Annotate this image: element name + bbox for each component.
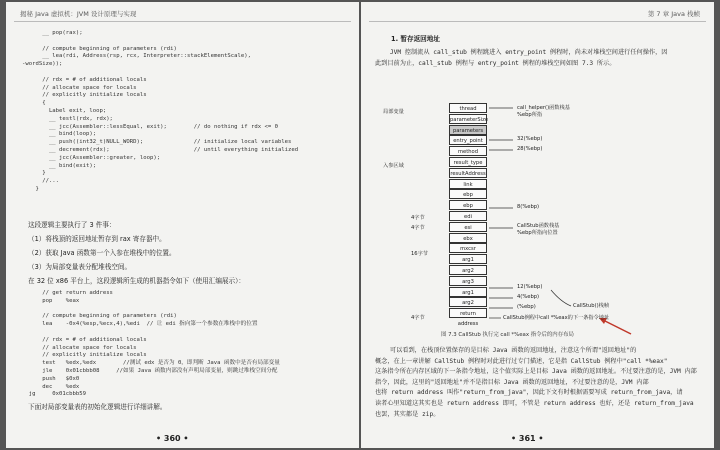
label-4bytes-3: 4字节	[411, 315, 425, 321]
label-12ebp: 12(%ebp)	[517, 284, 543, 290]
label-16bytes: 16字节	[411, 251, 428, 257]
label-callstub-base: CallStub函数栈基 %ebp所指向位置	[517, 223, 560, 236]
code-block-2: // get return address pop %eax // compute beginning of parameters (rdi) lea -0x4(%esp,%ecx,4),%edi // 让 edi 指向第一个参数在堆栈中的位置 // rdx = # of additional locals // allocate space for locals // explicitly initialize locals test %edx,%edx //测试 edx 是否为 0，即判断 Java 函数中是否有局部变量 jle 0x01cbbb08 //如果 Java 函数内部没有声明局部变量，则跳过堆栈空间分配 push $0x0 dec %edx jg 0x01cbbb59	[28, 290, 280, 398]
header-rule	[369, 21, 706, 22]
page-number: • 360 •	[156, 434, 189, 443]
label-ebp: (%ebp)	[517, 304, 536, 310]
label-local-vars: 局部变量	[383, 109, 404, 115]
stack-cell: ebp	[449, 200, 487, 210]
stack-cell: ebp	[449, 189, 487, 199]
right-page-header: 第 7 章 Java 栈帧	[647, 10, 700, 18]
stack-cell: return address	[449, 308, 487, 318]
stack-cell: result_type	[449, 157, 487, 167]
label-28ebp: 28(%ebp)	[517, 146, 543, 152]
label-4bytes-1: 4字节	[411, 215, 425, 221]
stack-cell: method	[449, 146, 487, 156]
stack-cell: arg2	[449, 297, 487, 307]
stack-cell: mxcsr	[449, 243, 487, 253]
stack-cell: ebx	[449, 233, 487, 243]
footer-line: 下面对局部变量表的初始化逻辑进行详细讲解。	[28, 403, 167, 411]
right-page	[361, 2, 714, 448]
section-title: 1. 暂存返回地址	[391, 35, 440, 43]
stack-cell: link	[449, 179, 487, 189]
page-number: • 361 •	[511, 434, 544, 443]
paragraph-1: JVM 控制流从 call_stub 例程跳进入 entry_point 例程时，尚未对堆栈空间进行任何操作，因 此到目前为止，call_stub 例程与 entry_point 例程的堆栈空间如图 7.3 所示。	[375, 49, 668, 67]
stack-cell: resultAddress	[449, 168, 487, 178]
header-rule	[14, 21, 351, 22]
stack-cell: arg1	[449, 254, 487, 264]
stack-cell: thread	[449, 103, 487, 113]
label-caller-ebp: call_helper()函数栈基 %ebp所指	[517, 105, 570, 118]
label-32ebp: 32(%ebp)	[517, 136, 543, 142]
stack-cell: arg1	[449, 287, 487, 297]
x86-intro: 在 32 位 x86 平台上，这段逻辑所生成的机器指令如下（使用汇编展示）：	[28, 277, 245, 285]
intro-text: 这段逻辑主要执行了 3 件事：	[28, 221, 116, 229]
figure-caption: 图 7.3 CallStub 执行完 call *%eax 指令后的内存布局	[441, 332, 574, 338]
stack-cell: parameters	[449, 125, 487, 135]
point-1: （1）将栈顶的返回地址暂存到 rax 寄存器中。	[28, 235, 166, 243]
label-4bytes-2: 4字节	[411, 225, 425, 231]
stack-cell: parameterSize	[449, 114, 487, 124]
label-4ebp: 4(%ebp)	[517, 294, 540, 300]
stack-cell: arg3	[449, 276, 487, 286]
point-3: （3）为局部变量表分配堆栈空间。	[28, 263, 132, 271]
stack-cell: esi	[449, 222, 487, 232]
point-2: （2）获取 Java 函数第一个入参在堆栈中的位置。	[28, 249, 176, 257]
label-entry-region: 入参区域	[383, 163, 404, 169]
stack-cell: edi	[449, 211, 487, 221]
label-callstub-frame: CallStub()栈帧	[573, 303, 610, 309]
stack-cell: entry_point	[449, 135, 487, 145]
label-8ebp: 8(%ebp)	[517, 204, 540, 210]
label-callstub-return: CallStub例程中call *%eax的下一条指令地址	[503, 315, 610, 321]
stack-cell: arg2	[449, 265, 487, 275]
paragraph-2: 可以看到，在栈顶位置保存的是目标 Java 函数的返回地址，注意这个所谓"返回地址"的 概念，在上一章讲解 CallStub 例程时对此进行过专门描述，它是指 CallStub 例程中"call *%eax" 这条指令所在内存区域的下一条指令地址，这个值实际上是目标 Java 函数的返回地址。不过要注意的是，JVM 内部 指令，因此，这里的"返回地址"并不是指目标 Java 函数的返回地址，不过要注意的是，JVM 内部 也将 return address 叫作"return_from_java"，因此下文有时根据需要写成 return_from_java，请 读者心里知道这其实也是 return address 即可，不管是 return address 也好，还是 return_from_java 也罢，其实都是 zip。	[375, 347, 697, 418]
stack-diagram	[381, 102, 701, 342]
left-page	[6, 2, 359, 448]
code-block-1: __ pop(rax); // compute beginning of parameters (rdi) __ lea(rdi, Address(rsp, rcx, Interpreter::stackElementScale), -wordSize)); // rdx = # of additional locals // allocate space for locals // explicitly initialize locals { Label exit, loop; __ testl(rdx, rdx); __ jcc(Assembler::lessEqual, exit); // do nothing if rdx <= 0 __ bind(loop); __ push((int32_t)NULL_WORD); // initialize local variables __ decrement(rdx); // until everything initialized __ jcc(Assembler::greater, loop); __ bind(exit); } //... }	[22, 30, 299, 192]
left-page-header: 揭秘 Java 虚拟机：JVM 设计原理与实现	[20, 10, 137, 18]
